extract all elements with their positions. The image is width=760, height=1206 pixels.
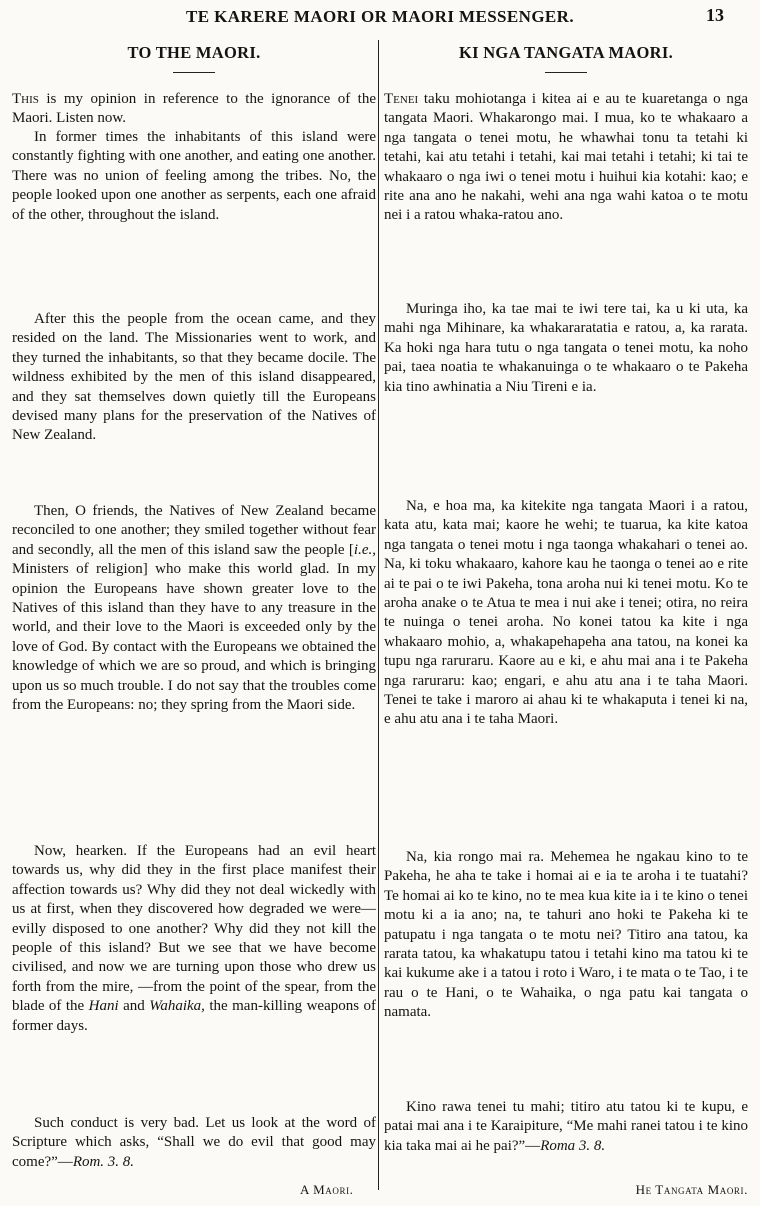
running-head: TE KARERE MAORI OR MAORI MESSENGER. bbox=[185, 7, 575, 26]
title-rule bbox=[545, 72, 587, 73]
lead-word: This bbox=[12, 91, 39, 107]
column-divider bbox=[378, 40, 379, 1190]
lead-word: Tenei bbox=[384, 91, 419, 107]
english-column bbox=[12, 42, 376, 1206]
maori-paragraph-2: Muringa iho, ka tae mai te iwi tere tai, ka u ki uta, ka mahi nga Mihinare, ka whakararatatia e ratou, a, ka rarata. Ka hoki nga hara tutu o nga tangata o tenei motu, ka noho pai, taea noatia te whakanuinga o te whakaaro o te Pakeha kia tino awhinatia a Niu Tireni e ia. bbox=[384, 301, 748, 395]
page-number: 13 bbox=[706, 5, 724, 25]
maori-signature: He Tangata Maori. bbox=[635, 1182, 748, 1197]
english-paragraph-6: Such conduct is very bad. Let us look at the word of Scripture which asks, “Shall we do evil that good may come?”—Rom. 3. 8. bbox=[12, 1115, 376, 1170]
maori-column bbox=[384, 42, 748, 1206]
english-paragraph-3: After this the people from the ocean came, and they resided on the land. The Missionaries went to work, and they turned the inhabitants, so that they became docile. The wildness exhibited by the men of this island disappeared, and they sat themselves down quietly till the Europeans devised many plans for the preservation of the Natives of New Zealand. bbox=[12, 311, 376, 444]
english-paragraph-1: This is my opinion in reference to the ignorance of the Maori. Listen now. bbox=[12, 91, 376, 127]
english-paragraph-5: Now, hearken. If the Europeans had an evil heart towards us, why did they in the first place manifest their affection towards us? Why did they not deal wickedly with us at first, when they discovered how degraded we were—evilly disposed to one another? Why did they not kill the people of this island? But we see that we have become civilised, and now we are turning upon those who drew us forth from the mire, —from the point of the spear, from the blade of the Hani and Wahaika, the man-killing weapons of former days. bbox=[12, 843, 377, 1034]
maori-title: KI NGA TANGATA MAORI. bbox=[458, 43, 674, 62]
english-title: TO THE MAORI. bbox=[127, 43, 261, 62]
scripture-reference: Rom. 3. 8. bbox=[72, 1153, 135, 1170]
maori-paragraph-1: Tenei taku mohiotanga i kitea ai e au te kuaretanga o nga tangata Maori. Whakarongo mai. I mua, ko te whakaaro a nga tangata o tenei motu, he whawhai tonu ta tetahi ki tetahi, kai atu tetahi i tetahi, kai mai tetahi i tetahi; ki tai te whakaaro o nga iwi o tenei motu i huihui kia kotahi: kao; e rite ana ano he nakahi, wehi ana nga wahi katoa o te motu nei i a ratou whaka-ratou ano. bbox=[384, 91, 748, 224]
english-paragraph-4: Then, O friends, the Natives of New Zealand became reconciled to one another; they smiled together without fear and secondly, all the men of this island saw the people [i.e., Ministers of religion] who make this world glad. In my opinion the Europeans have shown greater love to the Natives of this island than they have to any treasure in the world, and their love to the Maori is exceeded only by the love of God. By contact with the Europeans we obtained the knowledge of which we are so proud, and which is bringing upon us so much trouble. I do not say that the troubles come from the Europeans: no; they spring from the Maori side. bbox=[12, 503, 376, 714]
scripture-reference: Roma 3. 8. bbox=[540, 1137, 606, 1154]
title-rule bbox=[173, 72, 215, 73]
english-signature: A Maori. bbox=[300, 1182, 354, 1197]
page-header bbox=[0, 5, 760, 31]
maori-paragraph-4: Na, kia rongo mai ra. Mehemea he ngakau kino to te Pakeha, he aha te take i homai ai e ia te aroha i te tuatahi? Te homai ai ko te kino, no te mea kua kite ia i te kino o tenei motu ki a ia ano; na, te tahuri ano hoki te Pakeha ki te patupatu i nga tangata o te motu nei? Titiro ana tatou, ka rarata tatou, ka whakatupu tatou i tetahi kino ma tatou ki te kai kukume ake i a tatou i roto i Waro, i te mata o te Tao, i te rau o te Hani, o te Wahaika, o nga patu kai tangata o namata. bbox=[384, 849, 748, 1021]
english-paragraph-2: In former times the inhabitants of this island were constantly fighting with one another, and eating one another. There was no union of feeling among the tribes. No, the people looked upon one another as serpents, each one afraid of the other, throughout the island. bbox=[12, 129, 376, 223]
maori-paragraph-3: Na, e hoa ma, ka kitekite nga tangata Maori i a ratou, kata atu, kata mai; kaore he wehi; te tuarua, ka kite katoa nga tangata o tenei motu i nga taonga whakahari o tenei ao. Na, ki toku whakaaro, kahore kau he taonga o tenei ao e rite ai te pai o te iwi Pakeha, tona aroha nui ki tenei motu. Ko te aroha anake o te Atua te mea i nui ake i tenei; otira, no reira te nuinga o tenei aroha. No konei tatou ka kite i nga whakaaro mohio, a, whakapehapeha ana tatou, na konei ka tupu nga raruraru. Kaore au e ki, e ahu mai ana i te Pakeha nga raruraru: kao; engari, e ahu atu ana i te taha Maori. Tenei te take i maroro ai ahau ki te whakaputa i tenei ki na, e ahu atu ana i te taha Maori. bbox=[384, 498, 748, 728]
maori-paragraph-5: Kino rawa tenei tu mahi; titiro atu tatou ki te kupu, e patai mai ana i te Karaipiture, “Me mahi ranei tatou i te kino kia taka mai ai he pai?”—Roma 3. 8. bbox=[384, 1099, 748, 1154]
